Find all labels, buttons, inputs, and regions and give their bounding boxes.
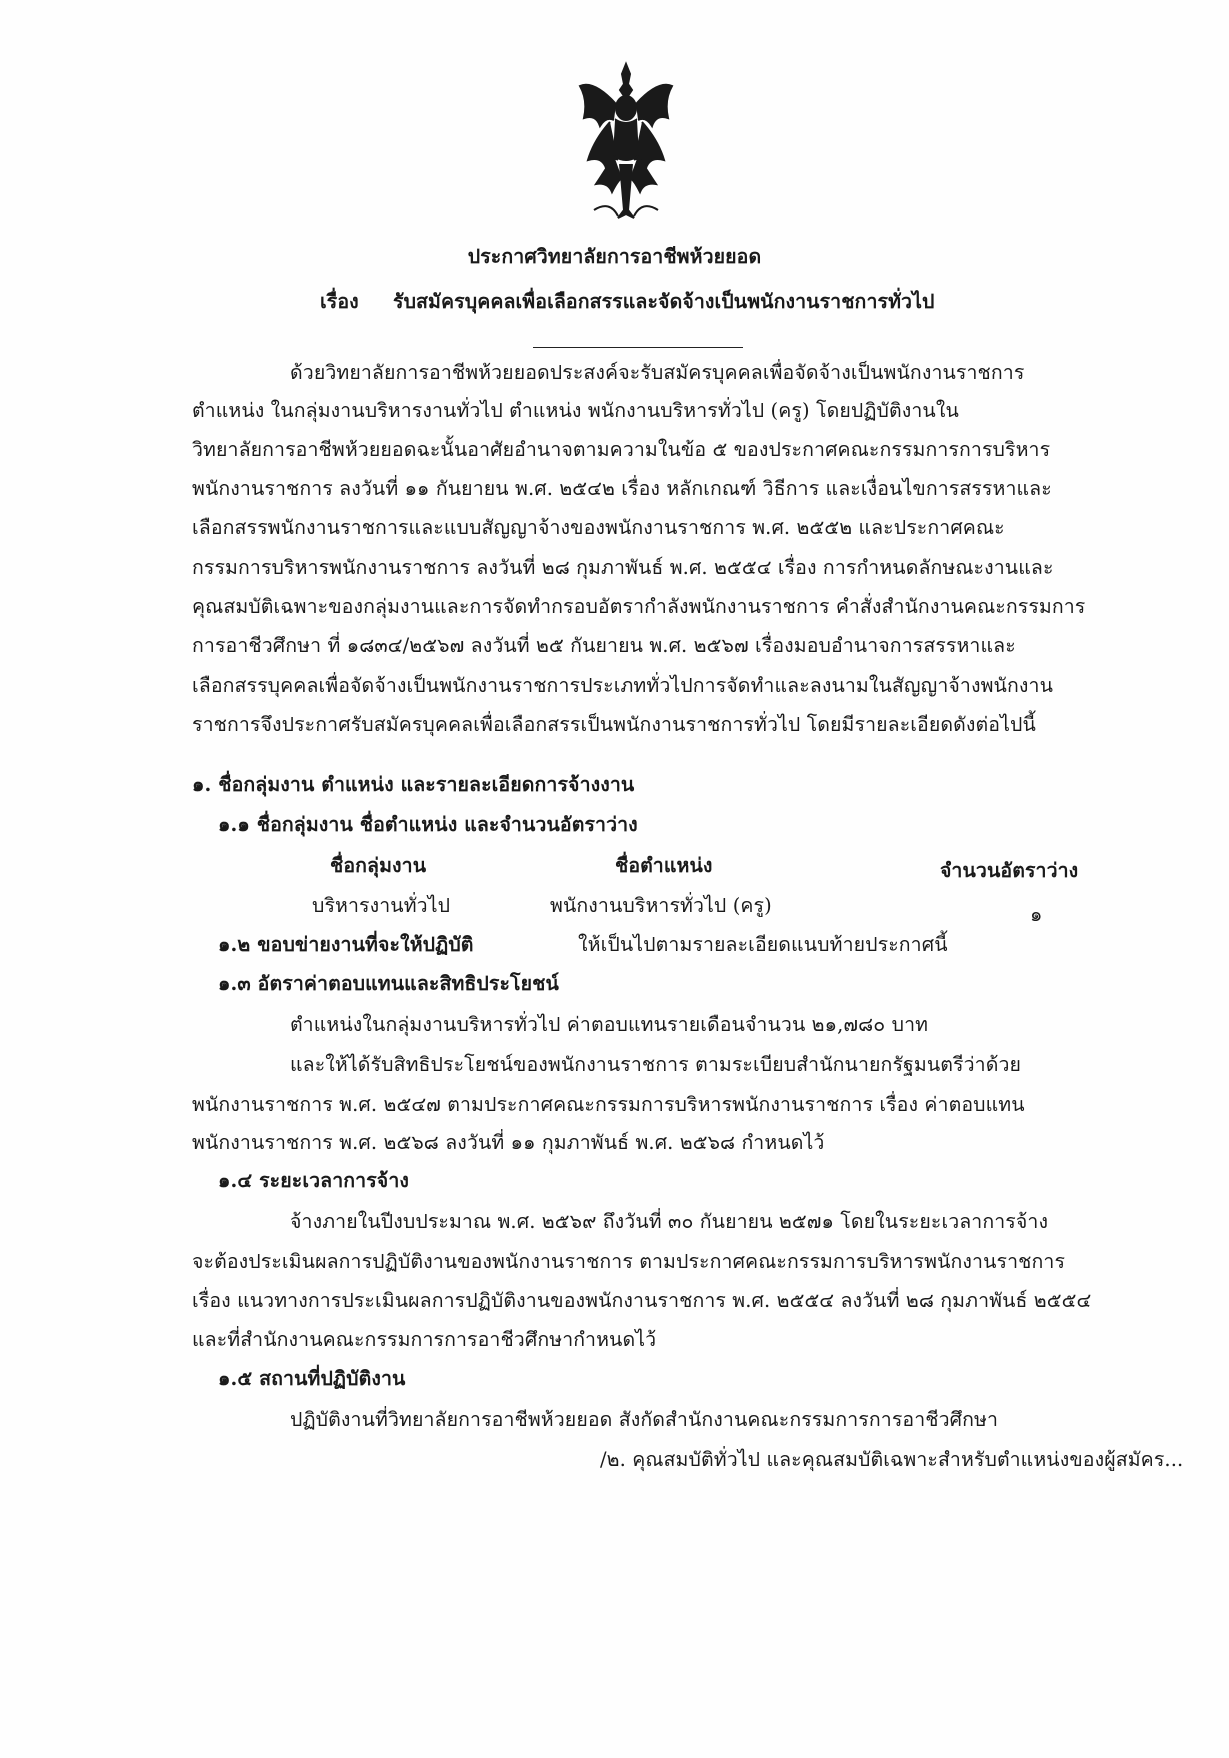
intro-line: พนักงานราชการ ลงวันที่ ๑๑ กันยายน พ.ศ. ๒๕๔๒ เรื่อง หลักเกณฑ์ วิธีการ และเงื่อนไขการสรรหาและ bbox=[192, 477, 1052, 500]
garuda-emblem-icon bbox=[574, 60, 678, 226]
intro-line: ตำแหน่ง ในกลุ่มงานบริหารงานทั่วไป ตำแหน่ง พนักงานบริหารทั่วไป (ครู) โดยปฏิบัติงานใน bbox=[192, 399, 959, 422]
section-1-4-heading: ๑.๔ ระยะเวลาการจ้าง bbox=[218, 1169, 410, 1192]
section-1-4-line: และที่สำนักงานคณะกรรมการการอาชีวศึกษากำหนดไว้ bbox=[192, 1328, 657, 1351]
section-1-heading: ๑. ชื่อกลุ่มงาน ตำแหน่ง และรายละเอียดการจ้างงาน bbox=[192, 773, 635, 796]
intro-line: กรรมการบริหารพนักงานราชการ ลงวันที่ ๒๘ กุมภาพันธ์ พ.ศ. ๒๕๕๔ เรื่อง การกำหนดลักษณะงานและ bbox=[192, 556, 1054, 579]
intro-line: ราชการจึงประกาศรับสมัครบุคคลเพื่อเลือกสรรเป็นพนักงานราชการทั่วไป โดยมีรายละเอียดดังต่อไปนี้ bbox=[192, 713, 1036, 736]
section-1-3-line: พนักงานราชการ พ.ศ. ๒๕๔๗ ตามประกาศคณะกรรมการบริหารพนักงานราชการ เรื่อง ค่าตอบแทน bbox=[192, 1093, 1025, 1116]
table-header-position: ชื่อตำแหน่ง bbox=[615, 854, 713, 877]
header-divider bbox=[533, 347, 743, 348]
table-cell-position: พนักงานบริหารทั่วไป (ครู) bbox=[550, 894, 772, 917]
subject-text: รับสมัครบุคคลเพื่อเลือกสรรและจัดจ้างเป็นพนักงานราชการทั่วไป bbox=[393, 290, 935, 313]
section-1-3-line: และให้ได้รับสิทธิประโยชน์ของพนักงานราชการ ตามระเบียบสำนักนายกรัฐมนตรีว่าด้วย bbox=[290, 1053, 1022, 1076]
continuation-note: /๒. คุณสมบัติทั่วไป และคุณสมบัติเฉพาะสำหรับตำแหน่งของผู้สมัคร... bbox=[600, 1448, 1184, 1471]
table-cell-group: บริหารงานทั่วไป bbox=[312, 894, 451, 917]
subject-label: เรื่อง bbox=[320, 290, 359, 313]
section-1-2-text: ให้เป็นไปตามรายละเอียดแนบท้ายประกาศนี้ bbox=[578, 933, 948, 956]
table-header-group: ชื่อกลุ่มงาน bbox=[330, 854, 427, 877]
table-header-vacancies: จำนวนอัตราว่าง bbox=[940, 859, 1079, 882]
section-1-3-heading: ๑.๓ อัตราค่าตอบแทนและสิทธิประโยชน์ bbox=[218, 972, 559, 995]
intro-line: เลือกสรรบุคคลเพื่อจัดจ้างเป็นพนักงานราชการประเภททั่วไปการจัดทำและลงนามในสัญญาจ้างพนักงาน bbox=[192, 674, 1053, 697]
section-1-5-heading: ๑.๕ สถานที่ปฏิบัติงาน bbox=[218, 1367, 406, 1390]
section-1-2-heading: ๑.๒ ขอบข่ายงานที่จะให้ปฏิบัติ bbox=[218, 933, 474, 956]
intro-line: คุณสมบัติเฉพาะของกลุ่มงานและการจัดทำกรอบอัตรากำลังพนักงานราชการ คำสั่งสำนักงานคณะกรรมการ bbox=[192, 595, 1086, 618]
section-1-1-heading: ๑.๑ ชื่อกลุ่มงาน ชื่อตำแหน่ง และจำนวนอัตราว่าง bbox=[218, 813, 638, 836]
intro-line: การอาชีวศึกษา ที่ ๑๘๓๔/๒๕๖๗ ลงวันที่ ๒๕ กันยายน พ.ศ. ๒๕๖๗ เรื่องมอบอำนาจการสรรหาและ bbox=[192, 634, 1016, 657]
announcement-title: ประกาศวิทยาลัยการอาชีพห้วยยอด bbox=[467, 245, 762, 268]
section-1-4-line: จะต้องประเมินผลการปฏิบัติงานของพนักงานราชการ ตามประกาศคณะกรรมการบริหารพนักงานราชการ bbox=[192, 1250, 1066, 1273]
section-1-4-line: เรื่อง แนวทางการประเมินผลการปฏิบัติงานของพนักงานราชการ พ.ศ. ๒๕๕๔ ลงวันที่ ๒๘ กุมภาพันธ์ ๒๕๕๔ bbox=[192, 1289, 1092, 1312]
section-1-5-text: ปฏิบัติงานที่วิทยาลัยการอาชีพห้วยยอด สังกัดสำนักงานคณะกรรมการการอาชีวศึกษา bbox=[290, 1408, 999, 1431]
section-1-4-line: จ้างภายในปีงบประมาณ พ.ศ. ๒๕๖๙ ถึงวันที่ ๓๐ กันยายน ๒๕๗๑ โดยในระยะเวลาการจ้าง bbox=[290, 1210, 1049, 1233]
intro-line: เลือกสรรพนักงานราชการและแบบสัญญาจ้างของพนักงานราชการ พ.ศ. ๒๕๕๒ และประกาศคณะ bbox=[192, 516, 1005, 539]
table-cell-vacancies: ๑ bbox=[1030, 903, 1043, 926]
section-1-3-line: ตำแหน่งในกลุ่มงานบริหารทั่วไป ค่าตอบแทนรายเดือนจำนวน ๒๑,๗๘๐ บาท bbox=[290, 1013, 929, 1036]
section-1-3-line: พนักงานราชการ พ.ศ. ๒๕๖๘ ลงวันที่ ๑๑ กุมภาพันธ์ พ.ศ. ๒๕๖๘ กำหนดไว้ bbox=[192, 1131, 825, 1154]
intro-line: ด้วยวิทยาลัยการอาชีพห้วยยอดประสงค์จะรับสมัครบุคคลเพื่อจัดจ้างเป็นพนักงานราชการ bbox=[290, 361, 1025, 384]
intro-line: วิทยาลัยการอาชีพห้วยยอดฉะนั้นอาศัยอำนาจตามความในข้อ ๕ ของประกาศคณะกรรมการการบริหาร bbox=[192, 438, 1051, 461]
